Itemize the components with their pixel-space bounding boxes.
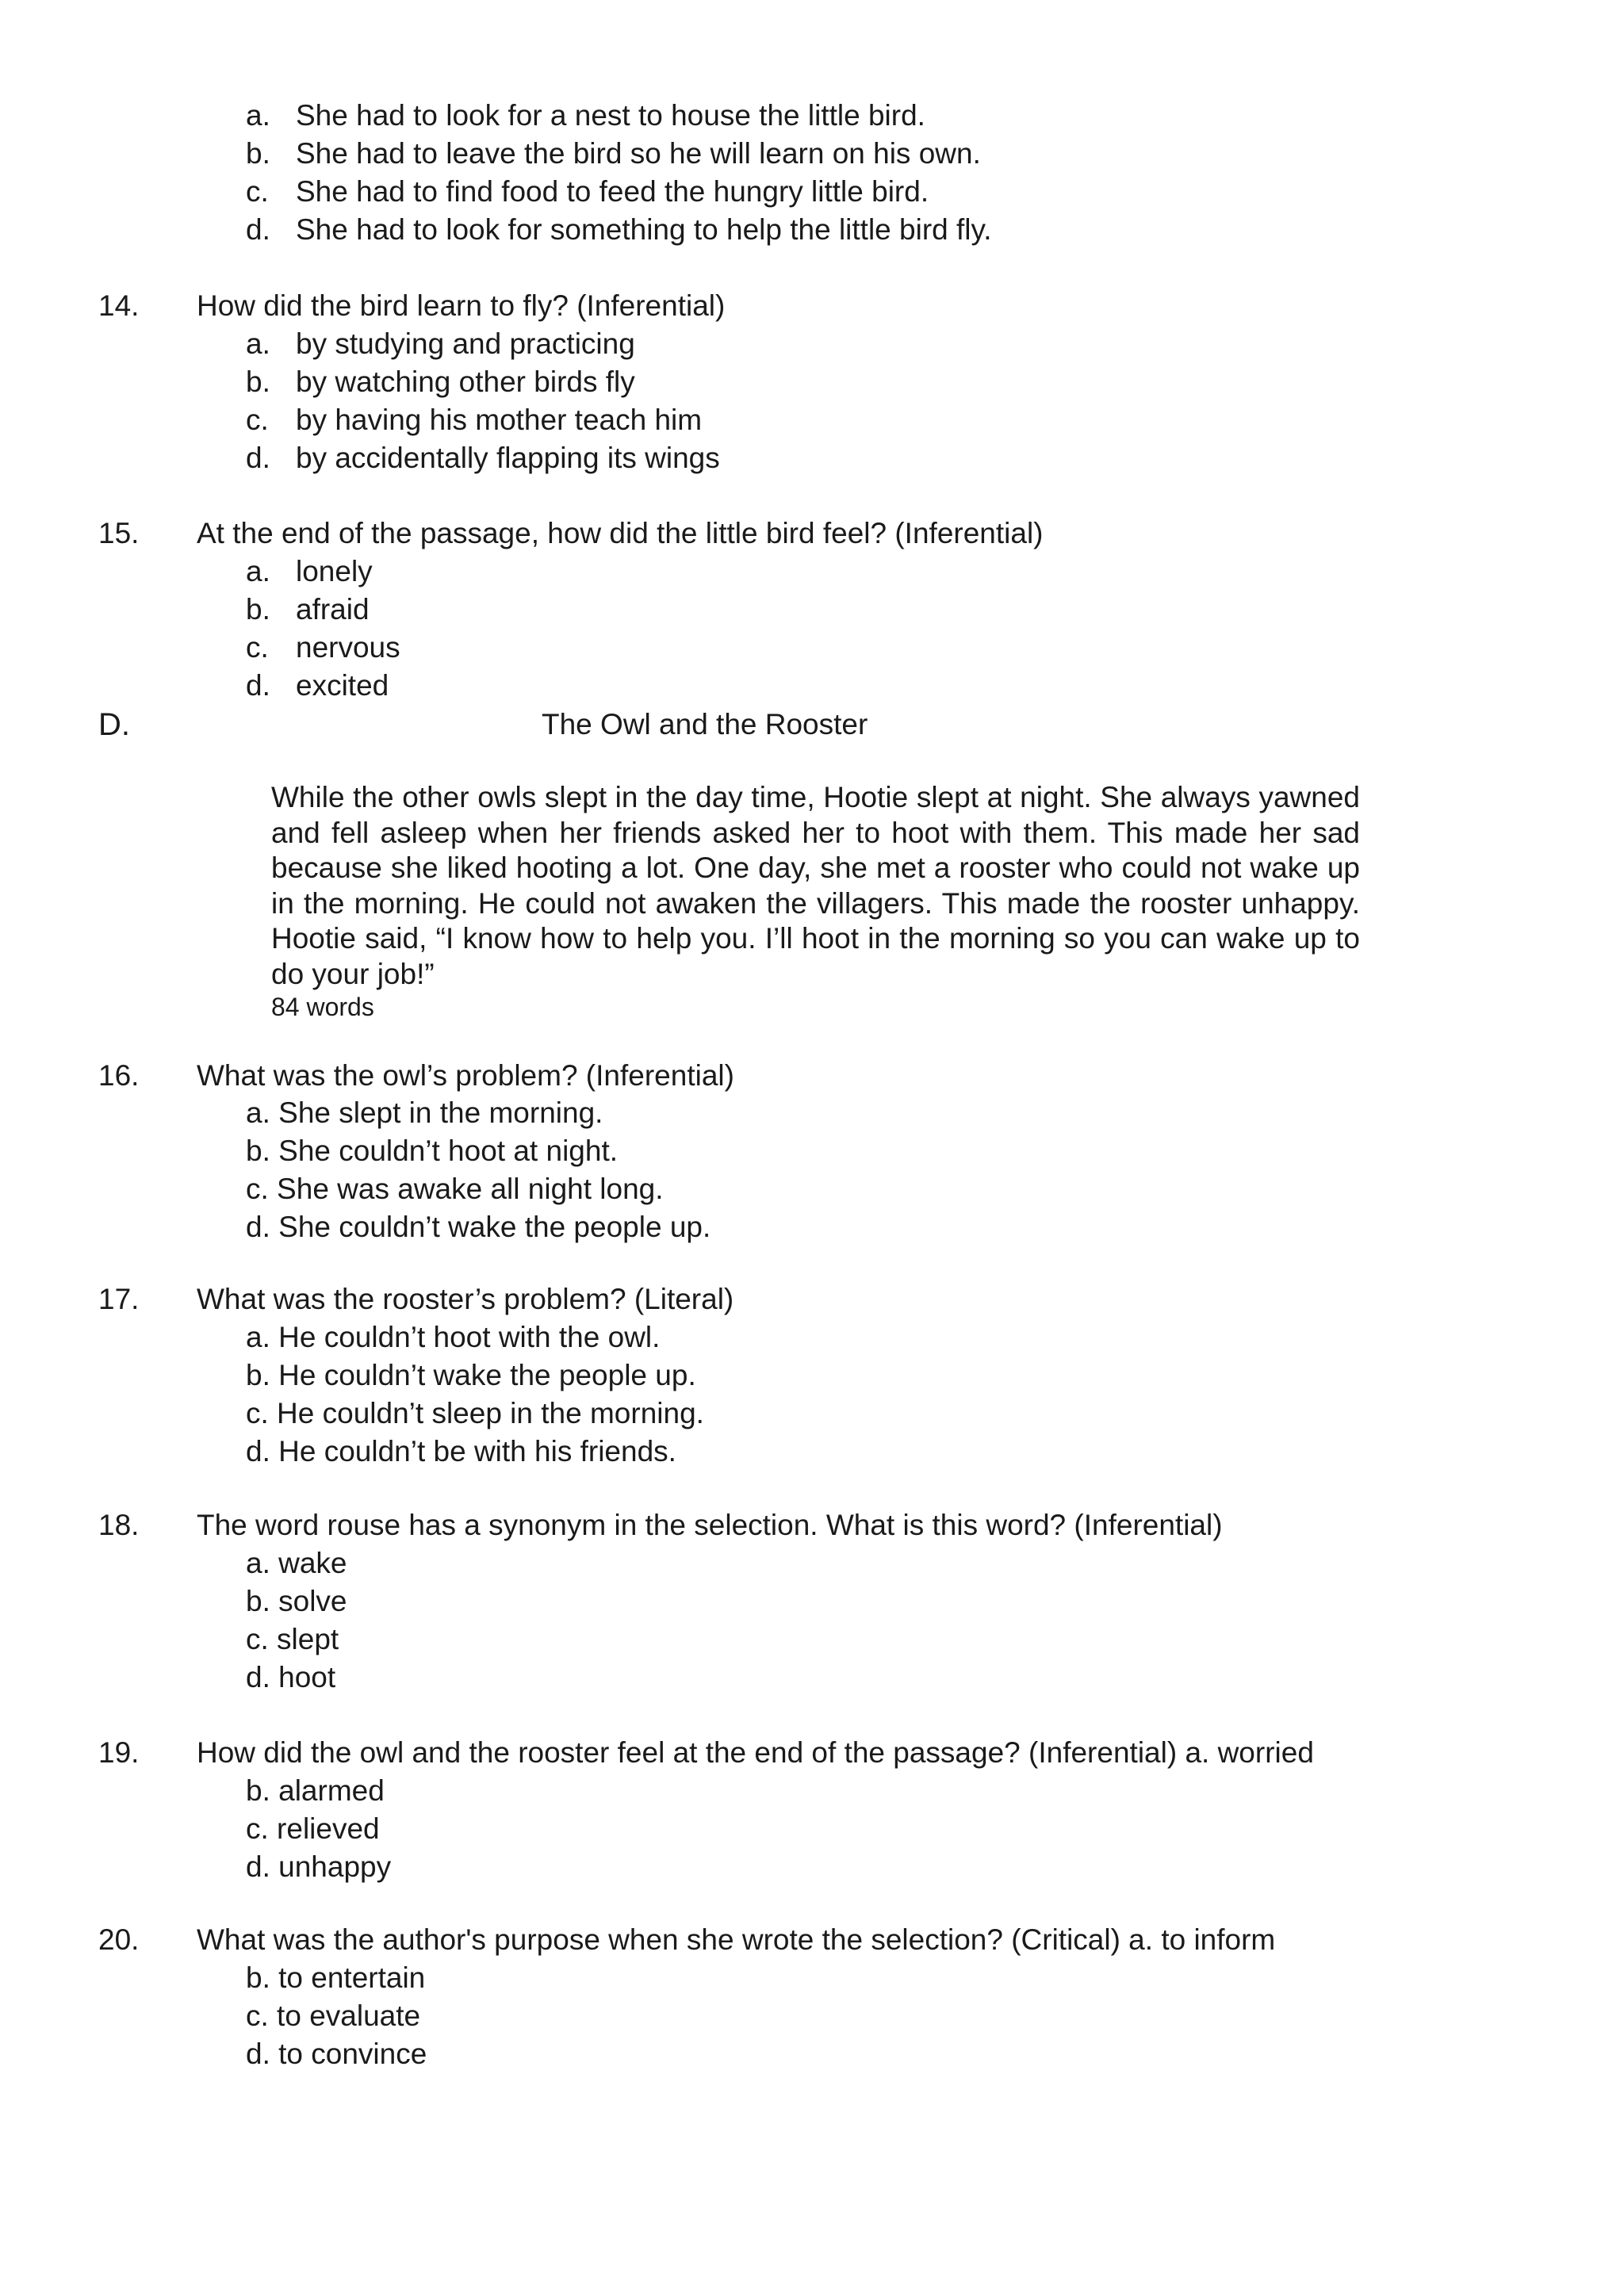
question-text: What was the rooster’s problem? (Literal) (197, 1283, 734, 1315)
option-letter: d. (246, 442, 270, 474)
option-text: b. to entertain (246, 1961, 426, 1994)
option-text: She had to look for a nest to house the little bird. (296, 99, 925, 132)
question-text: How did the bird learn to fly? (Inferential) (197, 289, 726, 322)
option-text: d. He couldn’t be with his friends. (246, 1435, 676, 1468)
option-text: a. She slept in the morning. (246, 1096, 603, 1129)
option-text: She had to leave the bird so he will learn on his own. (296, 137, 981, 170)
option-letter: c. (246, 631, 269, 664)
question-text: The word rouse has a synonym in the selection. What is this word? (Inferential) (197, 1509, 1223, 1541)
question-text: At the end of the passage, how did the little bird feel? (Inferential) (197, 517, 1044, 549)
option-letter: c. (246, 404, 269, 436)
option-text: d. to convince (246, 2038, 427, 2070)
option-text: a. wake (246, 1547, 347, 1579)
section-letter: D. (98, 707, 130, 742)
question-number: 19. (98, 1736, 140, 1769)
option-letter: b. (246, 593, 270, 626)
option-text: by studying and practicing (296, 327, 635, 360)
passage-title: The Owl and the Rooster (542, 708, 868, 740)
option-text: b. He couldn’t wake the people up. (246, 1359, 696, 1391)
option-text: b. solve (246, 1585, 347, 1617)
question-number: 16. (98, 1059, 140, 1092)
option-text: afraid (296, 593, 370, 626)
question-text: What was the owl’s problem? (Inferential) (197, 1059, 734, 1092)
option-text: by watching other birds fly (296, 365, 635, 398)
option-text: b. alarmed (246, 1774, 385, 1807)
passage-text: While the other owls slept in the day time, Hootie slept at night. She always yawned and fell asleep when her friends asked her to hoot with them. This made her sad because she liked hooting a lot. One day, she met a rooster who could not wake up in the morning. He could not awaken the villagers. This made the rooster unhappy. Hootie said, “I know how to help you. I’ll hoot in the morning so you can wake up to do your job!” (271, 781, 1360, 990)
question-number: 15. (98, 517, 140, 549)
option-text: She had to look for something to help the little bird fly. (296, 213, 992, 246)
option-text: d. She couldn’t wake the people up. (246, 1211, 711, 1243)
question-number: 20. (98, 1923, 140, 1956)
option-text: by accidentally flapping its wings (296, 442, 720, 474)
option-text: d. hoot (246, 1661, 336, 1693)
option-letter: a. (246, 555, 270, 587)
option-text: b. She couldn’t hoot at night. (246, 1135, 619, 1167)
option-text: c. relieved (246, 1812, 380, 1845)
option-text: She had to find food to feed the hungry little bird. (296, 175, 929, 208)
option-text: c. He couldn’t sleep in the morning. (246, 1397, 704, 1429)
option-text: nervous (296, 631, 400, 664)
option-text: c. to evaluate (246, 1999, 421, 2032)
option-letter: a. (246, 327, 270, 360)
option-text: c. She was awake all night long. (246, 1173, 664, 1205)
option-letter: c. (246, 175, 269, 208)
question-number: 18. (98, 1509, 140, 1541)
word-count: 84 words (271, 993, 374, 1021)
option-letter: d. (246, 669, 270, 702)
question-text: What was the author's purpose when she wrote the selection? (Critical) a. to inform (197, 1923, 1276, 1956)
option-letter: b. (246, 137, 270, 170)
option-text: by having his mother teach him (296, 404, 703, 436)
option-text: d. unhappy (246, 1850, 392, 1883)
option-letter: a. (246, 99, 270, 132)
option-letter: b. (246, 365, 270, 398)
question-text: How did the owl and the rooster feel at the end of the passage? (Inferential) a. worried (197, 1736, 1314, 1769)
option-text: c. slept (246, 1623, 339, 1655)
question-number: 17. (98, 1283, 140, 1315)
option-text: excited (296, 669, 389, 702)
option-text: a. He couldn’t hoot with the owl. (246, 1321, 661, 1353)
question-number: 14. (98, 289, 140, 322)
option-text: lonely (296, 555, 373, 587)
option-letter: d. (246, 213, 270, 246)
